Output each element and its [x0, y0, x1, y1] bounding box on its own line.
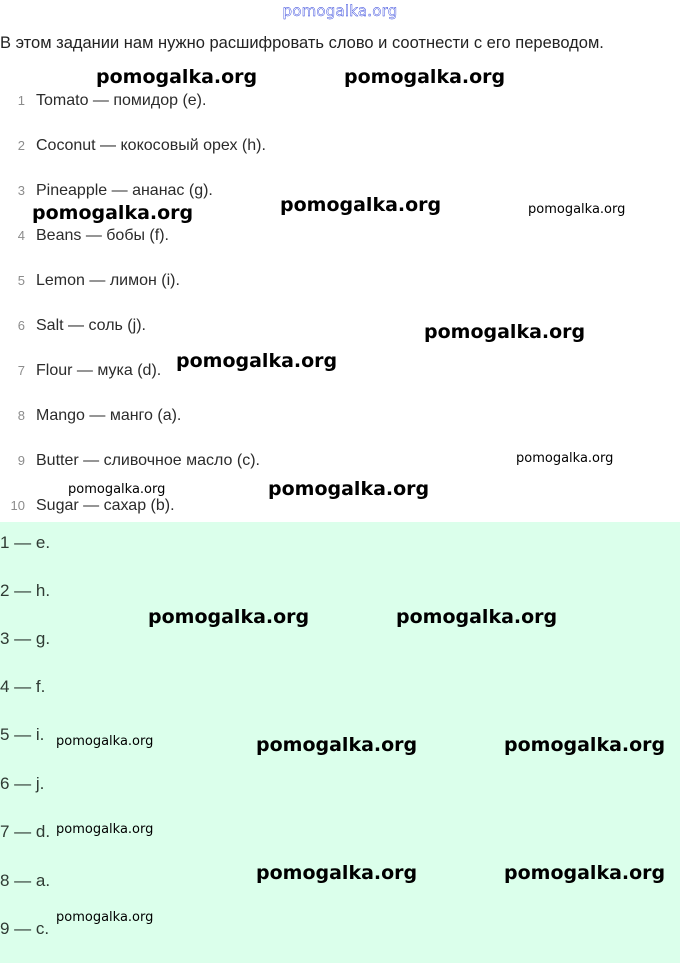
- item-text: Salt — соль (j).: [36, 317, 146, 334]
- answer-item: 6 — j.: [0, 774, 45, 793]
- item-number: 1: [17, 93, 25, 108]
- item-text: Sugar — сахар (b).: [36, 497, 175, 514]
- item-number: 9: [17, 453, 25, 468]
- watermark: pomogalka.org: [176, 350, 338, 372]
- watermark: pomogalka.org: [504, 862, 666, 884]
- watermark: pomogalka.org: [56, 910, 154, 925]
- item-text: Coconut — кокосовый орех (h).: [36, 137, 266, 154]
- answer-item: 8 — a.: [0, 871, 51, 890]
- watermark: pomogalka.org: [96, 66, 258, 88]
- intro-text: В этом задании нам нужно расшифровать слово и соотнести с его переводом.: [0, 34, 604, 52]
- item-number: 3: [17, 183, 25, 198]
- item-text: Tomato — помидор (e).: [36, 92, 207, 109]
- watermark: pomogalka.org: [396, 606, 558, 628]
- answer-item: 4 — f.: [0, 677, 46, 696]
- item-number: 8: [17, 408, 25, 423]
- item-text: Lemon — лимон (i).: [36, 272, 180, 289]
- watermark: pomogalka.org: [516, 451, 614, 466]
- answer-item: 3 — g.: [0, 629, 51, 648]
- item-number: 4: [17, 228, 25, 243]
- site-header[interactable]: pomogalka.org: [282, 2, 398, 20]
- answer-item: 1 — e.: [0, 533, 51, 552]
- answer-item: 7 — d.: [0, 822, 51, 841]
- item-number: 6: [17, 318, 25, 333]
- watermark: pomogalka.org: [528, 202, 626, 217]
- item-number: 7: [17, 363, 25, 378]
- answer-item: 2 — h.: [0, 581, 51, 600]
- answer-item: 9 — c.: [0, 919, 50, 938]
- item-text: Flour — мука (d).: [36, 362, 162, 379]
- item-number: 2: [17, 138, 25, 153]
- watermark: pomogalka.org: [68, 482, 166, 497]
- item-text: Pineapple — ананас (g).: [36, 182, 213, 199]
- watermark: pomogalka.org: [56, 822, 154, 837]
- watermark: pomogalka.org: [504, 734, 666, 756]
- item-text: Butter — сливочное масло (c).: [36, 452, 260, 469]
- watermark: pomogalka.org: [424, 321, 586, 343]
- answer-item: 5 — i.: [0, 725, 45, 744]
- item-number: 5: [17, 273, 25, 288]
- watermark: pomogalka.org: [56, 734, 154, 749]
- watermark: pomogalka.org: [280, 194, 442, 216]
- watermark: pomogalka.org: [256, 862, 418, 884]
- item-text: Beans — бобы (f).: [36, 227, 169, 244]
- watermark: pomogalka.org: [344, 66, 506, 88]
- item-text: Mango — манго (a).: [36, 407, 182, 424]
- watermark: pomogalka.org: [268, 478, 430, 500]
- watermark: pomogalka.org: [32, 202, 194, 224]
- item-number: 10: [10, 498, 25, 513]
- watermark: pomogalka.org: [148, 606, 310, 628]
- watermark: pomogalka.org: [256, 734, 418, 756]
